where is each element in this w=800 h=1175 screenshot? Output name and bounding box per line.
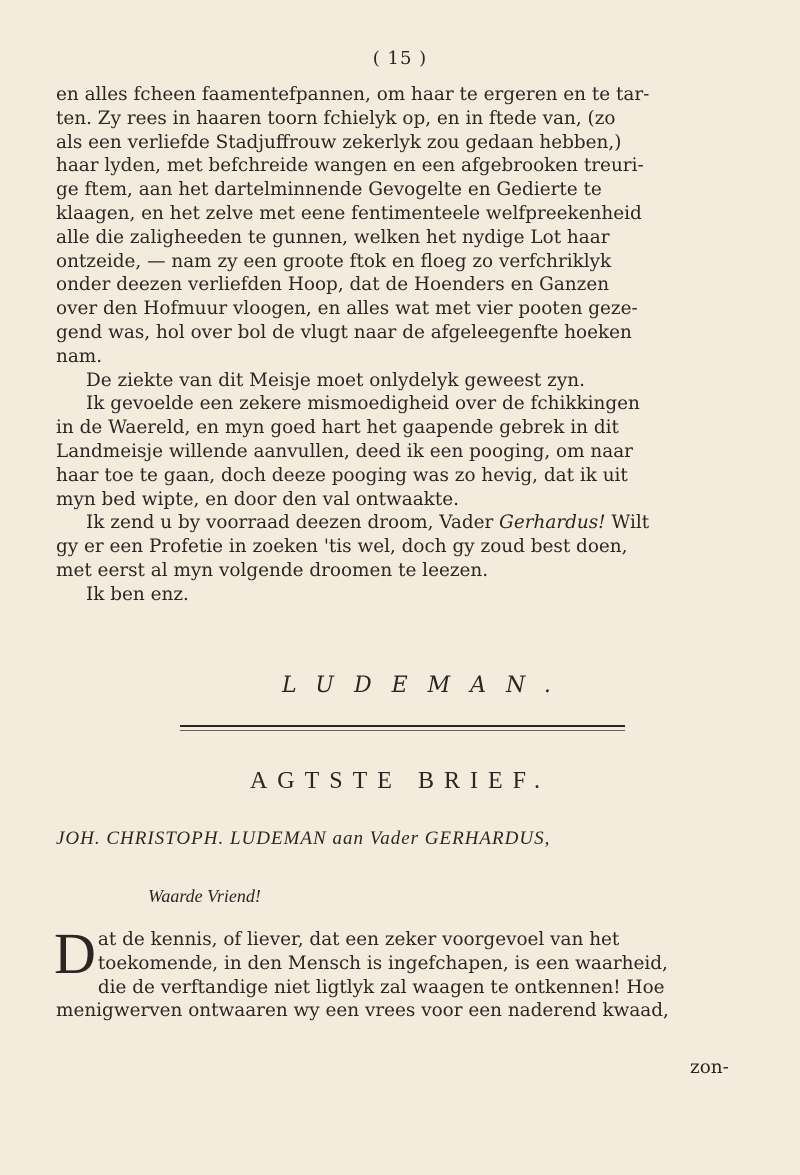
- text-line: nam.: [56, 345, 103, 367]
- text-line: als een verliefde Stadjuffrouw zekerlyk zou gedaan hebben,): [56, 131, 622, 153]
- text-fragment: Ik zend u by voorraad deezen droom, Vader: [86, 512, 500, 534]
- text-line: gy er een Profetie in zoeken 'tis wel, doch gy zoud best doen,: [56, 536, 628, 558]
- letter-heading: AGTSTE BRIEF.: [249, 768, 551, 794]
- text-line: gend was, hol over bol de vlugt naar de afgeleegenfte hoeken: [56, 321, 632, 343]
- drop-cap: D: [54, 921, 96, 986]
- text-line: toekomende, in den Mensch is ingefchapen, is een waarheid,: [97, 952, 668, 974]
- catchword: zon-: [690, 1057, 729, 1078]
- text-line: ten. Zy rees in haaren toorn fchielyk op, en in ftede van, (zo: [56, 107, 616, 129]
- text-line: menigwerven ontwaaren wy een vrees voor een naderend kwaad,: [56, 1000, 669, 1022]
- salutation: Waarde Vriend!: [148, 886, 261, 906]
- text-line: myn bed wipte, en door den val ontwaakte.: [56, 488, 459, 510]
- letter-subheading: JOH. CHRISTOPH. LUDEMAN aan Vader GERHARDUS,: [56, 828, 551, 849]
- text-line: ge ftem, aan het dartelminnende Gevogelte en Gedierte te: [56, 179, 602, 201]
- text-line: at de kennis, of liever, dat een zeker voorgevoel van het: [97, 929, 620, 950]
- text-line: klaagen, en het zelve met eene fentimenteele welfpreekenheid: [56, 202, 642, 224]
- signature: LUDEMAN.: [282, 673, 571, 698]
- text-line: en alles fcheen faamentefpannen, om haar te ergeren en te tar-: [56, 84, 650, 105]
- previous-letter-text: [56, 83, 746, 607]
- text-line: onder deezen verliefden Hoop, dat de Hoenders en Ganzen: [56, 274, 610, 296]
- text-line: [56, 511, 746, 535]
- letter-body: [54, 921, 746, 1023]
- text-line: alle die zaligheeden te gunnen, welken het nydige Lot haar: [56, 226, 610, 248]
- text-line: over den Hofmuur vloogen, en alles wat met vier pooten geze-: [56, 298, 638, 320]
- text-line: De ziekte van dit Meisje moet onlydelyk geweest zyn.: [86, 369, 585, 391]
- section-divider-thin: [180, 730, 625, 731]
- text-line: haar lyden, met befchreide wangen en een afgebrooken treuri-: [56, 155, 644, 177]
- text-fragment: Wilt: [605, 512, 650, 534]
- text-line: in de Waereld, en myn goed hart het gaapende gebrek in dit: [56, 417, 619, 439]
- text-line: Landmeisje willende aanvullen, deed ik een pooging, om naar: [56, 440, 633, 462]
- text-line: met eerst al myn volgende droomen te leezen.: [56, 559, 489, 581]
- text-line: die de verftandige niet ligtlyk zal waagen te ontkennen! Hoe: [97, 976, 665, 998]
- closing-line: Ik ben enz.: [86, 583, 189, 605]
- text-line: Ik gevoelde een zekere mismoedigheid over de fchikkingen: [86, 393, 640, 415]
- addressee-name: Gerhardus!: [499, 512, 606, 534]
- text-line: haar toe te gaan, doch deeze pooging was zo hevig, dat ik uit: [56, 464, 628, 486]
- section-divider: [180, 725, 625, 727]
- text-line: ontzeide, — nam zy een groote ftok en floeg zo verfchriklyk: [56, 250, 612, 272]
- page-number: ( 15 ): [372, 48, 428, 69]
